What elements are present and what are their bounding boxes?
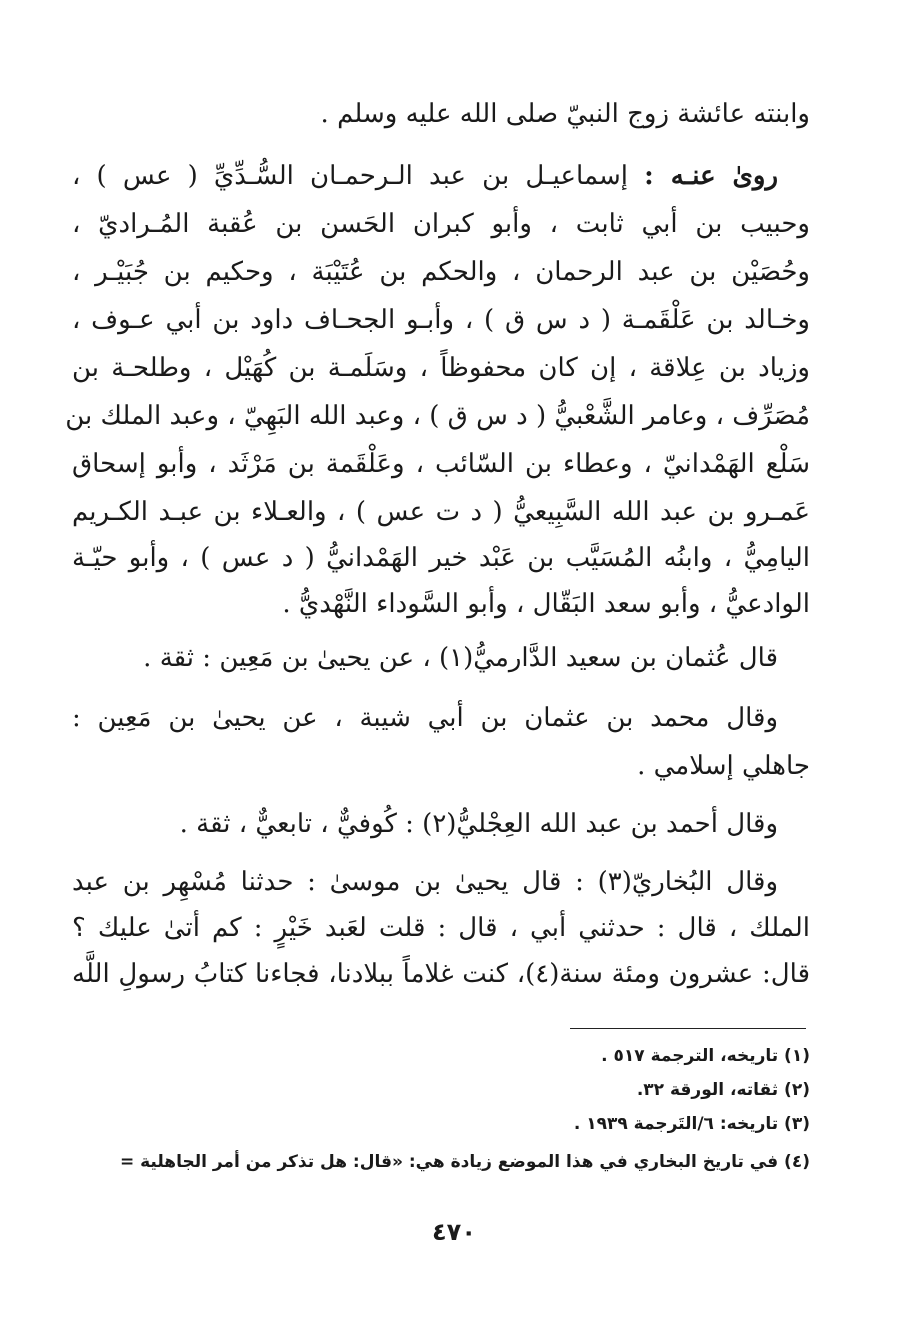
rawa-text: إسماعيـل بن عبد الـرحمـان السُّـدِّيِّ ( عس ) ، [72,161,628,191]
footnote: (٢) ثقاته، الورقة ٣٢. [636,1080,810,1100]
page-number: ٤٧٠ [432,1218,476,1246]
text-line: وزياد بن عِلاقة ، إن كان محفوظاً ، وسَلَمـة بن كُهَيْل ، وطلحـة بن [72,353,810,383]
text-line: سَلْع الهَمْدانيّ ، وعطاء بن السّائب ، وعَلْقَمة بن مَرْثَد ، وأبو إسحاق [72,449,810,479]
rawa-label: روىٰ عنـه : [644,161,779,191]
text-line: اليامِيُّ ، وابنُه المُسَيَّب بن عَبْد خير الهَمْدانيُّ ( د عس ) ، وأبو حيّـة [72,543,810,573]
footnote: (٤) في تاريخ البخاري في هذا الموضع زيادة هي: «قال: هل تذكر من أمر الجاهلية = [119,1152,810,1172]
footnote-separator [570,1028,806,1029]
text-line: عَمـرو بن عبد الله السَّبِيعيُّ ( د ت عس ) ، والعـلاء بن عبـد الكـريم [72,497,810,527]
quote-bukhari: وقال البُخاريّ(٣) : قال يحيىٰ بن موسىٰ : حدثنا مُسْهِر بن عبد [72,867,779,897]
text-line: وحُصَيْن بن عبد الرحمان ، والحكم بن عُتَيْبَة ، وحكيم بن جُبَيْـر ، [72,257,810,287]
quote-ibn-abi-shayba: وقال محمد بن عثمان بن أبي شيبة ، عن يحيىٰ بن مَعِين : [72,703,778,733]
text-line: مُصَرِّف ، وعامر الشَّعْبيُّ ( د س ق ) ، وعبد الله البَهِيّ ، وعبد الملك بن [65,401,810,431]
footnote: (٣) تاريخه: ٦/التَرجمة ١٩٣٩ . [573,1114,810,1134]
narrators-line [72,158,778,194]
text-line: وابنته عائشة زوج النبيّ صلى الله عليه وسلم . [320,99,810,129]
text-line: الوادعيُّ ، وأبو سعد البَقّال ، وأبو السَّوداء النَّهْديُّ . [282,589,810,619]
text-line: وحبيب بن أبي ثابت ، وأبو كبران الحَسن بن عُقبة المُـراديّ ، [72,209,810,239]
quote-ibn-abi-shayba-cont: جاهلي إسلامي . [637,751,810,781]
quote-ijli: وقال أحمد بن عبد الله العِجْليُّ(٢) : كُوفيٌّ ، تابعيٌّ ، ثقة . [179,809,778,839]
quote-bukhari-cont: قال: عشرون ومئة سنة(٤)، كنت غلاماً ببلادنا، فجاءنا كتابُ رسولِ اللَّه [72,959,810,989]
quote-bukhari-cont: الملك ، قال : حدثني أبي ، قال : قلت لعَبد خَيْرٍ : كم أتىٰ عليك ؟ [72,913,810,943]
footnote: (١) تاريخه، الترجمة ٥١٧ . [601,1046,810,1066]
quote-darimi: قال عُثمان بن سعيد الدَّارميُّ(١) ، عن يحيىٰ بن مَعِين : ثقة . [143,643,778,673]
text-line: وخـالد بن عَلْقَمـة ( د س ق ) ، وأبـو الجحـاف داود بن أبي عـوف ، [72,305,810,335]
